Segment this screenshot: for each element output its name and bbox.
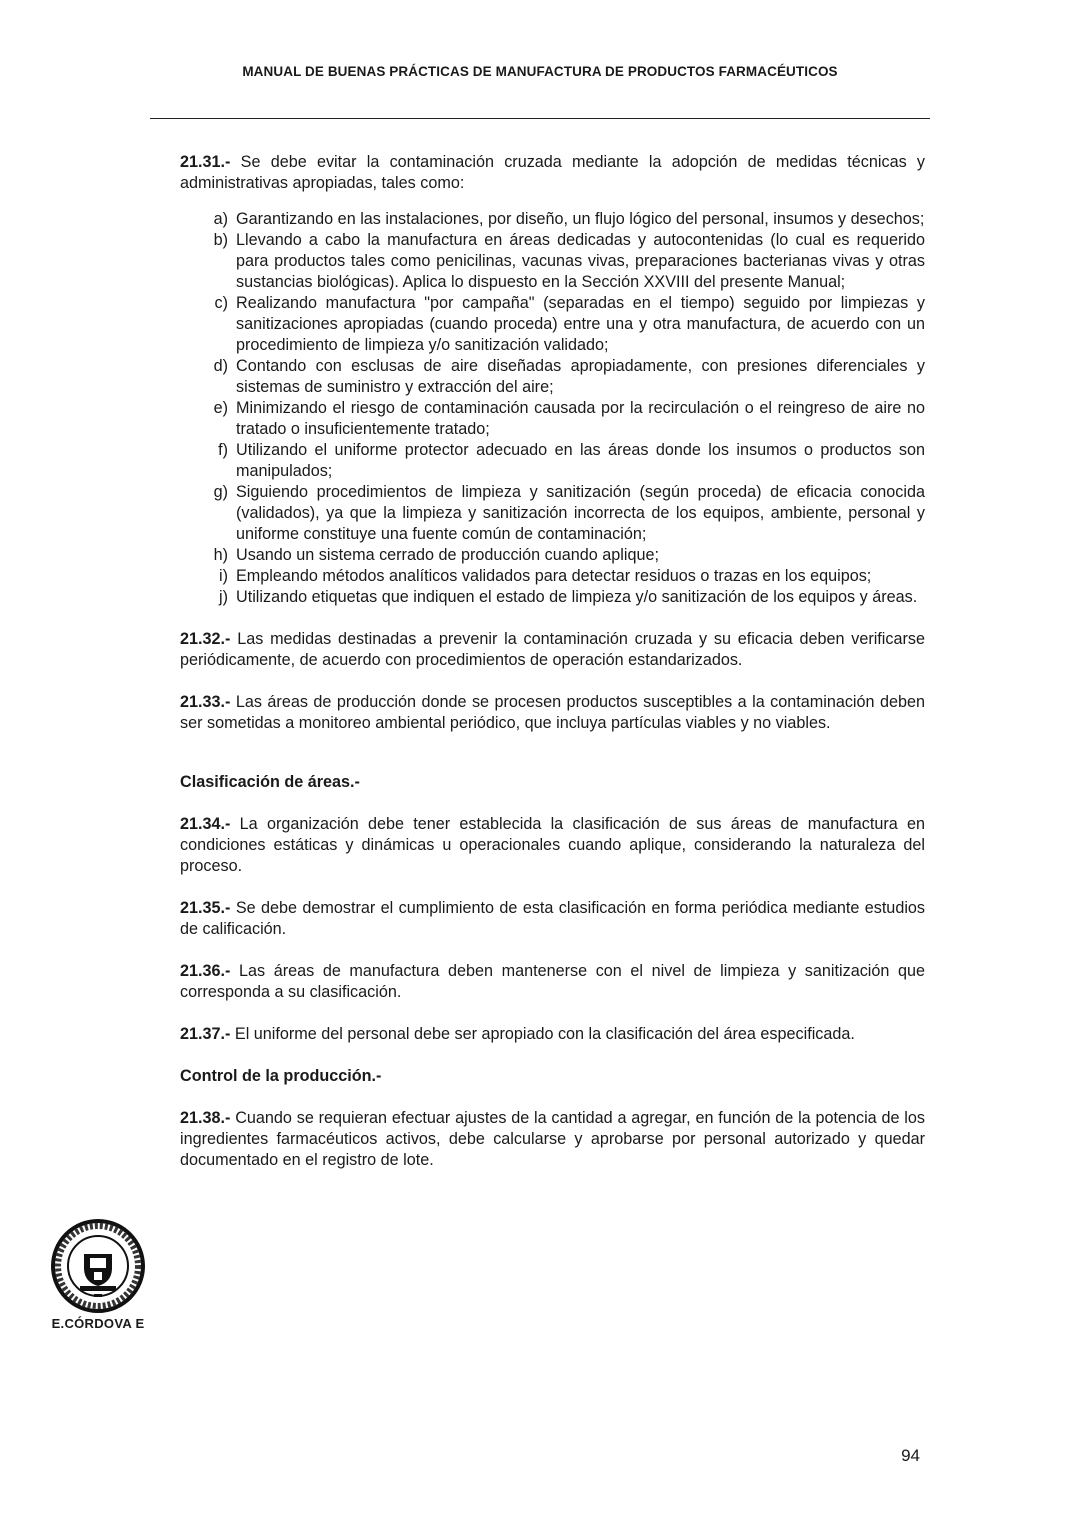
section-21-33 — [180, 692, 925, 734]
list-marker: a) — [213, 210, 228, 228]
list-item-text: Empleando métodos analíticos validados para detectar residuos o trazas en los equipos; — [236, 567, 872, 585]
list-marker: d) — [213, 357, 228, 375]
seal-signature: E.CÓRDOVA E — [51, 1316, 145, 1331]
section-21-36 — [180, 961, 925, 1003]
seal-emblem-icon — [50, 1218, 146, 1314]
document-header: MANUAL DE BUENAS PRÁCTICAS DE MANUFACTURA DE PRODUCTOS FARMACÉUTICOS — [242, 64, 838, 79]
section-text: La organización debe tener establecida la clasificación de sus áreas de manufactura en condiciones estáticas y dinámicas u operacionales cuando aplique, considerando la naturaleza del proceso. — [180, 815, 925, 875]
list-marker: c) — [214, 294, 228, 312]
section-text: Las áreas de producción donde se procesen productos susceptibles a la contaminación deben ser sometidas a monitoreo ambiental periódico, que incluya partículas viables y no viables. — [180, 693, 926, 732]
section-text: Las medidas destinadas a prevenir la contaminación cruzada y su eficacia deben verificarse periódicamente, de acuerdo con procedimientos de operación estandarizados. — [180, 630, 925, 669]
section-21-34 — [180, 814, 925, 877]
section-number: 21.36.- — [180, 962, 231, 980]
section-text: Se debe evitar la contaminación cruzada mediante la adopción de medidas técnicas y administrativas apropiadas, tales como: — [180, 153, 926, 192]
section-number: 21.32.- — [180, 630, 231, 648]
list-item-text: Minimizando el riesgo de contaminación causada por la recirculación o el reingreso de aire no tratado o insuficientemente tratado; — [236, 399, 925, 438]
list-item — [180, 482, 925, 545]
section-text: El uniforme del personal debe ser apropiado con la clasificación del área especificada. — [234, 1025, 855, 1043]
page-number: 94 — [901, 1446, 920, 1465]
list-marker: h) — [213, 546, 228, 564]
list-item-text: Llevando a cabo la manufactura en áreas dedicadas y autocontenidas (lo cual es requerido para productos tales como penicilinas, vacunas vivas, preparaciones bacterianas vivas y otras sustancias biológicas). Aplica lo dispuesto en la Sección XXVIII del presente Manual; — [236, 231, 925, 291]
list-item-text: Contando con esclusas de aire diseñadas apropiadamente, con presiones diferenciales y sistemas de suministro y extracción del aire; — [236, 357, 925, 396]
page-content — [180, 152, 925, 1192]
list-item — [180, 293, 925, 356]
list-marker: g) — [213, 483, 228, 501]
section-number: 21.38.- — [180, 1109, 231, 1127]
header-divider — [150, 118, 930, 119]
section-number: 21.33.- — [180, 693, 231, 711]
list-item — [180, 440, 925, 482]
list-item — [180, 545, 925, 566]
official-seal — [44, 1218, 152, 1331]
list-item-text: Usando un sistema cerrado de producción cuando aplique; — [236, 546, 659, 564]
list-marker: i) — [219, 567, 228, 585]
list-item — [180, 209, 925, 230]
list-item — [180, 356, 925, 398]
heading-clasificacion-areas: Clasificación de áreas.- — [180, 773, 360, 791]
section-21-38 — [180, 1108, 925, 1171]
list-marker: e) — [213, 399, 228, 417]
list-item-text: Siguiendo procedimientos de limpieza y sanitización (según proceda) de eficacia conocida (validados), ya que la limpieza y sanitización incorrecta de los equipos, ambiente, personal y uniforme constituye una fuente común de contaminación; — [236, 483, 925, 543]
section-number: 21.35.- — [180, 899, 231, 917]
section-21-35 — [180, 898, 925, 940]
measures-list — [180, 209, 925, 608]
list-item — [180, 230, 925, 293]
list-item-text: Realizando manufactura "por campaña" (separadas en el tiempo) seguido por limpiezas y sanitizaciones apropiadas (cuando proceda) entre una y otra manufactura, de acuerdo con un procedimiento de limpieza y/o sanitización validado; — [236, 294, 925, 354]
section-text: Cuando se requieran efectuar ajustes de la cantidad a agregar, en función de la potencia de los ingredientes farmacéuticos activos, debe calcularse y aprobarse por personal autorizado y quedar documentado en el registro de lote. — [180, 1109, 925, 1169]
list-item-text: Garantizando en las instalaciones, por diseño, un flujo lógico del personal, insumos y desechos; — [236, 210, 925, 228]
list-marker: j) — [219, 588, 228, 606]
list-item-text: Utilizando el uniforme protector adecuado en las áreas donde los insumos o productos son manipulados; — [236, 441, 925, 480]
section-number: 21.34.- — [180, 815, 231, 833]
list-item — [180, 587, 925, 608]
heading-control-produccion: Control de la producción.- — [180, 1067, 382, 1085]
list-marker: b) — [213, 231, 228, 249]
section-text: Las áreas de manufactura deben mantenerse con el nivel de limpieza y sanitización que corresponda a su clasificación. — [180, 962, 926, 1001]
section-text: Se debe demostrar el cumplimiento de esta clasificación en forma periódica mediante estudios de calificación. — [180, 899, 926, 938]
section-number: 21.37.- — [180, 1025, 231, 1043]
list-item — [180, 566, 925, 587]
section-21-37 — [180, 1024, 925, 1045]
list-item-text: Utilizando etiquetas que indiquen el estado de limpieza y/o sanitización de los equipos y áreas. — [236, 588, 918, 606]
list-marker: f) — [218, 441, 228, 459]
section-21-32 — [180, 629, 925, 671]
section-number: 21.31.- — [180, 153, 231, 171]
section-21-31 — [180, 152, 925, 194]
list-item — [180, 398, 925, 440]
